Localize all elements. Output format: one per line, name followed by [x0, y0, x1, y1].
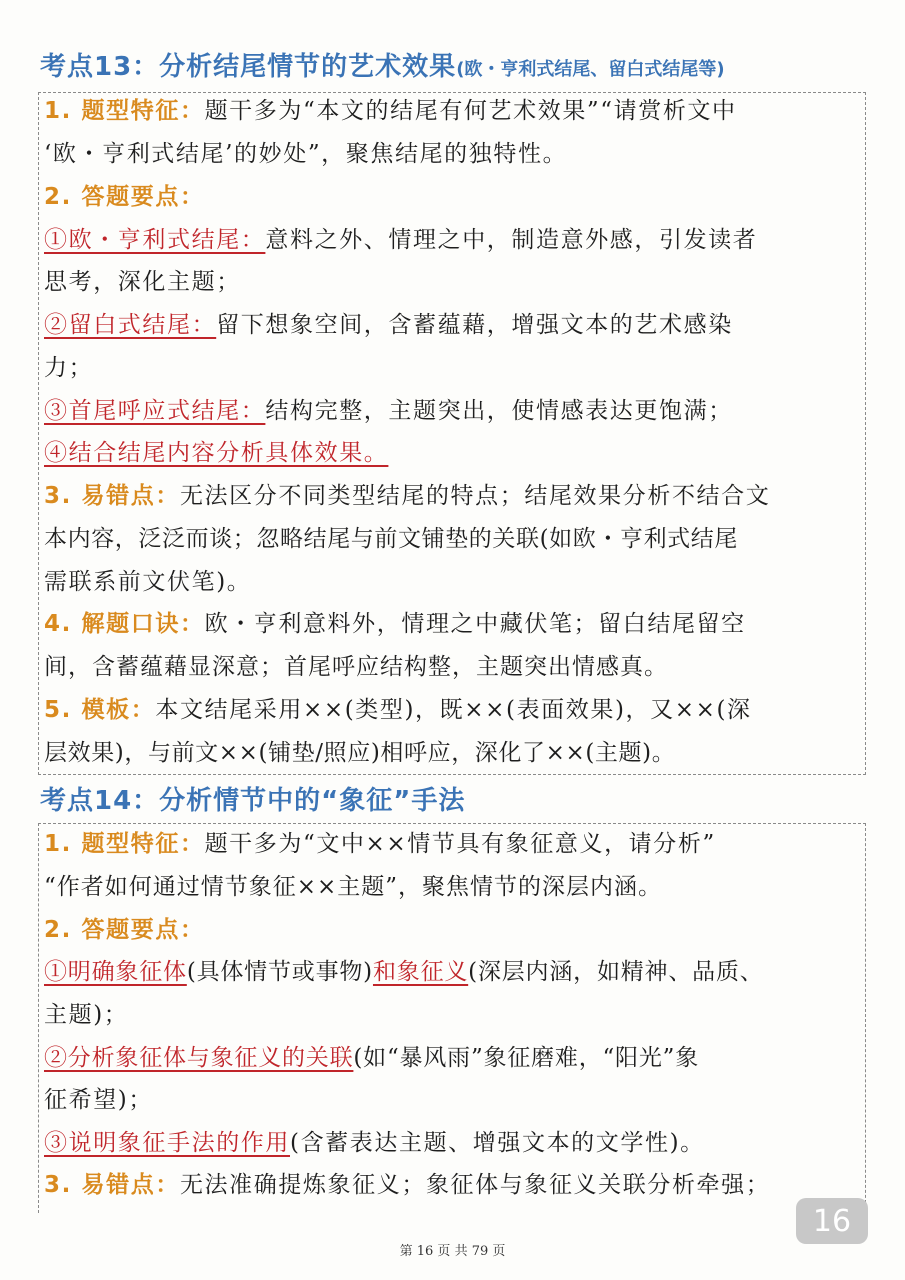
section-13-title [40, 46, 725, 83]
section-14-title [40, 780, 465, 817]
s14-point1-line2: 主题)； [44, 1002, 129, 1028]
s13-point1-line2: 思考，深化主题； [44, 269, 241, 295]
s14-point2-line2: 征希望)； [44, 1087, 153, 1113]
s13-q5-text1: 本文结尾采用××(类型)，既××(表面效果)，又××(深 [155, 697, 752, 723]
s14-q2-label [44, 915, 864, 945]
s14-point2-key: ②分析象征体与象征义的关联 [44, 1045, 354, 1071]
page-footer: 第 16 页 共 79 页 [399, 1244, 506, 1259]
section-13-heading: 考点13：分析结尾情节的艺术效果 [40, 52, 457, 82]
s14-q1-label: 1. 题型特征： [44, 831, 205, 857]
s14-q2-label-text: 2. 答题要点： [44, 917, 205, 943]
s13-point2-text: 留下想象空间，含蓄蕴藉，增强文本的艺术感染 [216, 312, 733, 338]
s14-point1-text: (深层内涵，如精神、品质、 [468, 959, 764, 985]
s13-q3-label: 3. 易错点： [44, 483, 180, 509]
s14-point2-text: (如“暴风雨”象征磨难，“阳光”象 [353, 1045, 700, 1071]
s14-q1-line2: “作者如何通过情节象征××主题”，聚焦情节的深层内涵。 [44, 874, 663, 900]
s14-q3-line1 [44, 1170, 864, 1200]
s13-q1-line2: ‘欧・亨利式结尾’的妙处”，聚焦结尾的独特性。 [44, 141, 568, 167]
s13-q3-line3: 需联系前文伏笔)。 [44, 569, 252, 595]
s14-point1-mid: (具体情节或事物) [186, 959, 373, 985]
s13-point4-key: ④结合结尾内容分析具体效果。 [44, 440, 389, 466]
s13-q1-line1 [44, 96, 864, 126]
s13-point3-key: ③首尾呼应式结尾： [44, 398, 266, 424]
s13-q5-label: 5. 模板： [44, 697, 156, 723]
s13-point2-line2: 力； [44, 355, 94, 381]
s14-point3-key: ③说明象征手法的作用 [44, 1130, 290, 1156]
s14-q3-text1: 无法准确提炼象征义；象征体与象征义关联分析牵强； [179, 1172, 771, 1198]
s13-point1-text: 意料之外、情理之中，制造意外感，引发读者 [265, 227, 758, 253]
s13-q4-line1 [44, 609, 864, 639]
s14-q1-text1: 题干多为“文中××情节具有象征意义，请分析” [204, 831, 716, 857]
s13-point1-line1 [44, 225, 864, 255]
section-13-subtitle: (欧・亨利式结尾、留白式结尾等) [456, 59, 725, 80]
s14-point1-line1 [44, 957, 864, 987]
s14-q1-line1 [44, 829, 864, 859]
s13-q4-line2: 间，含蓄蕴藉显深意；首尾呼应结构整，主题突出情感真。 [44, 654, 668, 680]
s14-point3-line [44, 1128, 864, 1158]
s13-point4-line [44, 438, 864, 468]
s13-q2-label-text: 2. 答题要点： [44, 184, 205, 210]
s13-q5-line2: 层效果)，与前文××(铺垫/照应)相呼应，深化了××(主题)。 [44, 740, 676, 766]
s13-point2-key: ②留白式结尾： [44, 312, 217, 338]
s13-q4-text1: 欧・亨利意料外，情理之中藏伏笔；留白结尾留空 [204, 611, 746, 637]
page-number-badge: 16 [796, 1198, 868, 1244]
s13-point3-text: 结构完整，主题突出，使情感表达更饱满； [265, 398, 733, 424]
s13-q1-text1: 题干多为“本文的结尾有何艺术效果”“请赏析文中 [204, 98, 737, 124]
s13-q3-text1: 无法区分不同类型结尾的特点；结尾效果分析不结合文 [179, 483, 771, 509]
s13-point1-key: ①欧・亨利式结尾： [44, 227, 266, 253]
s13-q3-line1 [44, 481, 864, 511]
s13-q2-label [44, 182, 864, 212]
s14-point1-key2: 和象征义 [372, 959, 469, 985]
section-14-heading: 考点14：分析情节中的“象征”手法 [40, 786, 466, 816]
s14-point3-text: (含蓄表达主题、增强文本的文学性)。 [290, 1130, 705, 1156]
s14-point1-key: ①明确象征体 [44, 959, 187, 985]
s14-point2-line1 [44, 1043, 864, 1073]
s13-q3-line2: 本内容，泛泛而谈；忽略结尾与前文铺垫的关联(如欧・亨利式结尾 [44, 526, 738, 552]
s14-q3-label: 3. 易错点： [44, 1172, 180, 1198]
s13-q4-label: 4. 解题口诀： [44, 611, 205, 637]
s13-q1-label: 1. 题型特征： [44, 98, 205, 124]
s13-q5-line1 [44, 695, 864, 725]
s13-point2-line1 [44, 310, 864, 340]
s13-point3-line [44, 396, 864, 426]
